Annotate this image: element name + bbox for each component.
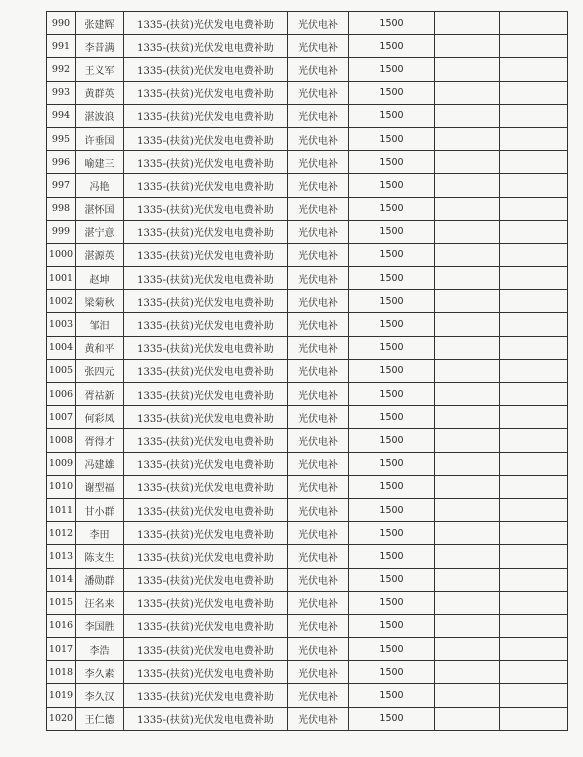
row-number: 1013 bbox=[47, 545, 76, 568]
subsidy-item: 1335-(扶贫)光伏发电电费补助 bbox=[124, 151, 288, 174]
table-row bbox=[47, 267, 568, 290]
empty-cell bbox=[435, 522, 500, 545]
subsidy-item: 1335-(扶贫)光伏发电电费补助 bbox=[124, 35, 288, 58]
subsidy-type: 光伏电补 bbox=[288, 267, 349, 290]
empty-cell bbox=[435, 151, 500, 174]
subsidy-amount: 1500 bbox=[349, 220, 435, 243]
subsidy-type: 光伏电补 bbox=[288, 220, 349, 243]
row-number: 1012 bbox=[47, 522, 76, 545]
table-row bbox=[47, 638, 568, 661]
subsidy-type: 光伏电补 bbox=[288, 684, 349, 707]
table-row bbox=[47, 197, 568, 220]
empty-cell bbox=[500, 127, 568, 150]
recipient-name: 邹汨 bbox=[76, 313, 124, 336]
table-row bbox=[47, 174, 568, 197]
empty-cell bbox=[500, 290, 568, 313]
recipient-name: 湛宁意 bbox=[76, 220, 124, 243]
row-number: 995 bbox=[47, 127, 76, 150]
recipient-name: 胥祜新 bbox=[76, 383, 124, 406]
subsidy-item: 1335-(扶贫)光伏发电电费补助 bbox=[124, 267, 288, 290]
empty-cell bbox=[435, 336, 500, 359]
empty-cell bbox=[500, 522, 568, 545]
subsidy-item: 1335-(扶贫)光伏发电电费补助 bbox=[124, 522, 288, 545]
recipient-name: 冯建雄 bbox=[76, 452, 124, 475]
empty-cell bbox=[435, 614, 500, 637]
empty-cell bbox=[500, 545, 568, 568]
subsidy-item: 1335-(扶贫)光伏发电电费补助 bbox=[124, 290, 288, 313]
empty-cell bbox=[435, 359, 500, 382]
table-row bbox=[47, 359, 568, 382]
row-number: 990 bbox=[47, 12, 76, 35]
empty-cell bbox=[500, 220, 568, 243]
subsidy-item: 1335-(扶贫)光伏发电电费补助 bbox=[124, 545, 288, 568]
table-row bbox=[47, 336, 568, 359]
subsidy-type: 光伏电补 bbox=[288, 12, 349, 35]
empty-cell bbox=[435, 127, 500, 150]
subsidy-item: 1335-(扶贫)光伏发电电费补助 bbox=[124, 174, 288, 197]
empty-cell bbox=[435, 104, 500, 127]
subsidy-item: 1335-(扶贫)光伏发电电费补助 bbox=[124, 220, 288, 243]
table-row bbox=[47, 614, 568, 637]
subsidy-type: 光伏电补 bbox=[288, 243, 349, 266]
empty-cell bbox=[435, 406, 500, 429]
subsidy-type: 光伏电补 bbox=[288, 336, 349, 359]
row-number: 993 bbox=[47, 81, 76, 104]
table-row bbox=[47, 151, 568, 174]
empty-cell bbox=[435, 383, 500, 406]
recipient-name: 喻建三 bbox=[76, 151, 124, 174]
recipient-name: 甘小群 bbox=[76, 498, 124, 521]
empty-cell bbox=[435, 12, 500, 35]
subsidy-table bbox=[46, 11, 568, 731]
recipient-name: 赵坤 bbox=[76, 267, 124, 290]
subsidy-item: 1335-(扶贫)光伏发电电费补助 bbox=[124, 336, 288, 359]
table-row bbox=[47, 35, 568, 58]
row-number: 1018 bbox=[47, 661, 76, 684]
row-number: 1020 bbox=[47, 707, 76, 730]
empty-cell bbox=[435, 452, 500, 475]
subsidy-item: 1335-(扶贫)光伏发电电费补助 bbox=[124, 12, 288, 35]
empty-cell bbox=[435, 545, 500, 568]
row-number: 996 bbox=[47, 151, 76, 174]
empty-cell bbox=[500, 151, 568, 174]
row-number: 994 bbox=[47, 104, 76, 127]
subsidy-amount: 1500 bbox=[349, 684, 435, 707]
recipient-name: 李久汉 bbox=[76, 684, 124, 707]
subsidy-amount: 1500 bbox=[349, 151, 435, 174]
subsidy-type: 光伏电补 bbox=[288, 568, 349, 591]
empty-cell bbox=[435, 568, 500, 591]
row-number: 1002 bbox=[47, 290, 76, 313]
table-row bbox=[47, 545, 568, 568]
empty-cell bbox=[435, 429, 500, 452]
empty-cell bbox=[500, 336, 568, 359]
subsidy-item: 1335-(扶贫)光伏发电电费补助 bbox=[124, 104, 288, 127]
empty-cell bbox=[435, 313, 500, 336]
empty-cell bbox=[435, 81, 500, 104]
recipient-name: 王义军 bbox=[76, 58, 124, 81]
empty-cell bbox=[435, 220, 500, 243]
subsidy-type: 光伏电补 bbox=[288, 452, 349, 475]
subsidy-type: 光伏电补 bbox=[288, 661, 349, 684]
table-row bbox=[47, 522, 568, 545]
empty-cell bbox=[500, 174, 568, 197]
empty-cell bbox=[500, 406, 568, 429]
subsidy-amount: 1500 bbox=[349, 35, 435, 58]
empty-cell bbox=[500, 58, 568, 81]
recipient-name: 黄和平 bbox=[76, 336, 124, 359]
empty-cell bbox=[500, 197, 568, 220]
table-row bbox=[47, 290, 568, 313]
row-number: 1006 bbox=[47, 383, 76, 406]
empty-cell bbox=[500, 707, 568, 730]
row-number: 1017 bbox=[47, 638, 76, 661]
subsidy-amount: 1500 bbox=[349, 545, 435, 568]
subsidy-item: 1335-(扶贫)光伏发电电费补助 bbox=[124, 661, 288, 684]
subsidy-amount: 1500 bbox=[349, 614, 435, 637]
subsidy-amount: 1500 bbox=[349, 174, 435, 197]
empty-cell bbox=[435, 243, 500, 266]
recipient-name: 谢型福 bbox=[76, 475, 124, 498]
subsidy-amount: 1500 bbox=[349, 290, 435, 313]
row-number: 991 bbox=[47, 35, 76, 58]
subsidy-amount: 1500 bbox=[349, 58, 435, 81]
empty-cell bbox=[435, 661, 500, 684]
row-number: 1007 bbox=[47, 406, 76, 429]
row-number: 1016 bbox=[47, 614, 76, 637]
recipient-name: 黄群英 bbox=[76, 81, 124, 104]
subsidy-type: 光伏电补 bbox=[288, 545, 349, 568]
row-number: 992 bbox=[47, 58, 76, 81]
row-number: 1001 bbox=[47, 267, 76, 290]
subsidy-type: 光伏电补 bbox=[288, 313, 349, 336]
subsidy-item: 1335-(扶贫)光伏发电电费补助 bbox=[124, 429, 288, 452]
subsidy-item: 1335-(扶贫)光伏发电电费补助 bbox=[124, 591, 288, 614]
row-number: 1004 bbox=[47, 336, 76, 359]
row-number: 1003 bbox=[47, 313, 76, 336]
recipient-name: 张建辉 bbox=[76, 12, 124, 35]
table-row bbox=[47, 406, 568, 429]
subsidy-amount: 1500 bbox=[349, 429, 435, 452]
subsidy-amount: 1500 bbox=[349, 197, 435, 220]
subsidy-item: 1335-(扶贫)光伏发电电费补助 bbox=[124, 81, 288, 104]
subsidy-amount: 1500 bbox=[349, 81, 435, 104]
subsidy-type: 光伏电补 bbox=[288, 81, 349, 104]
subsidy-item: 1335-(扶贫)光伏发电电费补助 bbox=[124, 58, 288, 81]
empty-cell bbox=[500, 638, 568, 661]
subsidy-type: 光伏电补 bbox=[288, 359, 349, 382]
subsidy-amount: 1500 bbox=[349, 336, 435, 359]
subsidy-amount: 1500 bbox=[349, 498, 435, 521]
empty-cell bbox=[435, 197, 500, 220]
table-row bbox=[47, 243, 568, 266]
recipient-name: 何彩凤 bbox=[76, 406, 124, 429]
subsidy-amount: 1500 bbox=[349, 568, 435, 591]
recipient-name: 梁菊秋 bbox=[76, 290, 124, 313]
empty-cell bbox=[500, 475, 568, 498]
table-row bbox=[47, 684, 568, 707]
empty-cell bbox=[500, 359, 568, 382]
subsidy-amount: 1500 bbox=[349, 243, 435, 266]
subsidy-amount: 1500 bbox=[349, 661, 435, 684]
row-number: 998 bbox=[47, 197, 76, 220]
subsidy-amount: 1500 bbox=[349, 127, 435, 150]
recipient-name: 湛源英 bbox=[76, 243, 124, 266]
empty-cell bbox=[435, 267, 500, 290]
table-row bbox=[47, 429, 568, 452]
table-row bbox=[47, 104, 568, 127]
empty-cell bbox=[435, 35, 500, 58]
recipient-name: 李田 bbox=[76, 522, 124, 545]
subsidy-item: 1335-(扶贫)光伏发电电费补助 bbox=[124, 359, 288, 382]
row-number: 1005 bbox=[47, 359, 76, 382]
recipient-name: 李昔满 bbox=[76, 35, 124, 58]
subsidy-item: 1335-(扶贫)光伏发电电费补助 bbox=[124, 406, 288, 429]
row-number: 999 bbox=[47, 220, 76, 243]
empty-cell bbox=[500, 498, 568, 521]
empty-cell bbox=[435, 591, 500, 614]
recipient-name: 湛波浪 bbox=[76, 104, 124, 127]
empty-cell bbox=[500, 243, 568, 266]
subsidy-item: 1335-(扶贫)光伏发电电费补助 bbox=[124, 638, 288, 661]
table-row bbox=[47, 707, 568, 730]
subsidy-type: 光伏电补 bbox=[288, 197, 349, 220]
subsidy-amount: 1500 bbox=[349, 383, 435, 406]
subsidy-item: 1335-(扶贫)光伏发电电费补助 bbox=[124, 313, 288, 336]
empty-cell bbox=[435, 174, 500, 197]
subsidy-type: 光伏电补 bbox=[288, 498, 349, 521]
subsidy-type: 光伏电补 bbox=[288, 383, 349, 406]
table-row bbox=[47, 475, 568, 498]
subsidy-item: 1335-(扶贫)光伏发电电费补助 bbox=[124, 568, 288, 591]
recipient-name: 王仁德 bbox=[76, 707, 124, 730]
row-number: 997 bbox=[47, 174, 76, 197]
empty-cell bbox=[500, 591, 568, 614]
subsidy-item: 1335-(扶贫)光伏发电电费补助 bbox=[124, 127, 288, 150]
recipient-name: 李久素 bbox=[76, 661, 124, 684]
row-number: 1015 bbox=[47, 591, 76, 614]
subsidy-type: 光伏电补 bbox=[288, 127, 349, 150]
subsidy-item: 1335-(扶贫)光伏发电电费补助 bbox=[124, 475, 288, 498]
row-number: 1009 bbox=[47, 452, 76, 475]
empty-cell bbox=[500, 313, 568, 336]
row-number: 1000 bbox=[47, 243, 76, 266]
subsidy-type: 光伏电补 bbox=[288, 290, 349, 313]
recipient-name: 陈支生 bbox=[76, 545, 124, 568]
empty-cell bbox=[435, 638, 500, 661]
empty-cell bbox=[500, 267, 568, 290]
empty-cell bbox=[500, 568, 568, 591]
recipient-name: 张四元 bbox=[76, 359, 124, 382]
subsidy-amount: 1500 bbox=[349, 406, 435, 429]
subsidy-type: 光伏电补 bbox=[288, 522, 349, 545]
subsidy-amount: 1500 bbox=[349, 12, 435, 35]
table-body bbox=[47, 12, 568, 731]
subsidy-amount: 1500 bbox=[349, 359, 435, 382]
subsidy-type: 光伏电补 bbox=[288, 429, 349, 452]
subsidy-item: 1335-(扶贫)光伏发电电费补助 bbox=[124, 498, 288, 521]
table-row bbox=[47, 591, 568, 614]
row-number: 1011 bbox=[47, 498, 76, 521]
subsidy-type: 光伏电补 bbox=[288, 638, 349, 661]
subsidy-type: 光伏电补 bbox=[288, 104, 349, 127]
subsidy-amount: 1500 bbox=[349, 475, 435, 498]
empty-cell bbox=[500, 383, 568, 406]
recipient-name: 冯艳 bbox=[76, 174, 124, 197]
table-row bbox=[47, 383, 568, 406]
recipient-name: 湛怀国 bbox=[76, 197, 124, 220]
empty-cell bbox=[435, 684, 500, 707]
empty-cell bbox=[435, 290, 500, 313]
empty-cell bbox=[500, 12, 568, 35]
subsidy-type: 光伏电补 bbox=[288, 707, 349, 730]
empty-cell bbox=[435, 707, 500, 730]
recipient-name: 潘勋群 bbox=[76, 568, 124, 591]
recipient-name: 许垂国 bbox=[76, 127, 124, 150]
empty-cell bbox=[500, 429, 568, 452]
subsidy-item: 1335-(扶贫)光伏发电电费补助 bbox=[124, 614, 288, 637]
subsidy-item: 1335-(扶贫)光伏发电电费补助 bbox=[124, 197, 288, 220]
table-row bbox=[47, 81, 568, 104]
subsidy-type: 光伏电补 bbox=[288, 614, 349, 637]
recipient-name: 汪名来 bbox=[76, 591, 124, 614]
subsidy-amount: 1500 bbox=[349, 313, 435, 336]
subsidy-item: 1335-(扶贫)光伏发电电费补助 bbox=[124, 684, 288, 707]
row-number: 1014 bbox=[47, 568, 76, 591]
subsidy-type: 光伏电补 bbox=[288, 406, 349, 429]
empty-cell bbox=[435, 475, 500, 498]
table-row bbox=[47, 452, 568, 475]
subsidy-amount: 1500 bbox=[349, 452, 435, 475]
empty-cell bbox=[500, 452, 568, 475]
subsidy-type: 光伏电补 bbox=[288, 151, 349, 174]
table-row bbox=[47, 498, 568, 521]
table-row bbox=[47, 127, 568, 150]
table-row bbox=[47, 568, 568, 591]
empty-cell bbox=[500, 81, 568, 104]
table-row bbox=[47, 58, 568, 81]
subsidy-type: 光伏电补 bbox=[288, 58, 349, 81]
subsidy-amount: 1500 bbox=[349, 591, 435, 614]
row-number: 1008 bbox=[47, 429, 76, 452]
subsidy-type: 光伏电补 bbox=[288, 475, 349, 498]
table-row bbox=[47, 661, 568, 684]
row-number: 1010 bbox=[47, 475, 76, 498]
empty-cell bbox=[500, 661, 568, 684]
subsidy-item: 1335-(扶贫)光伏发电电费补助 bbox=[124, 383, 288, 406]
subsidy-amount: 1500 bbox=[349, 638, 435, 661]
empty-cell bbox=[500, 35, 568, 58]
empty-cell bbox=[500, 684, 568, 707]
empty-cell bbox=[435, 58, 500, 81]
row-number: 1019 bbox=[47, 684, 76, 707]
empty-cell bbox=[435, 498, 500, 521]
empty-cell bbox=[500, 104, 568, 127]
table-row bbox=[47, 220, 568, 243]
subsidy-item: 1335-(扶贫)光伏发电电费补助 bbox=[124, 243, 288, 266]
subsidy-type: 光伏电补 bbox=[288, 591, 349, 614]
subsidy-amount: 1500 bbox=[349, 522, 435, 545]
subsidy-amount: 1500 bbox=[349, 707, 435, 730]
recipient-name: 李国胜 bbox=[76, 614, 124, 637]
recipient-name: 胥得才 bbox=[76, 429, 124, 452]
subsidy-item: 1335-(扶贫)光伏发电电费补助 bbox=[124, 452, 288, 475]
table-row bbox=[47, 12, 568, 35]
subsidy-type: 光伏电补 bbox=[288, 35, 349, 58]
table-row bbox=[47, 313, 568, 336]
subsidy-amount: 1500 bbox=[349, 104, 435, 127]
empty-cell bbox=[500, 614, 568, 637]
recipient-name: 李浩 bbox=[76, 638, 124, 661]
subsidy-amount: 1500 bbox=[349, 267, 435, 290]
subsidy-item: 1335-(扶贫)光伏发电电费补助 bbox=[124, 707, 288, 730]
subsidy-type: 光伏电补 bbox=[288, 174, 349, 197]
